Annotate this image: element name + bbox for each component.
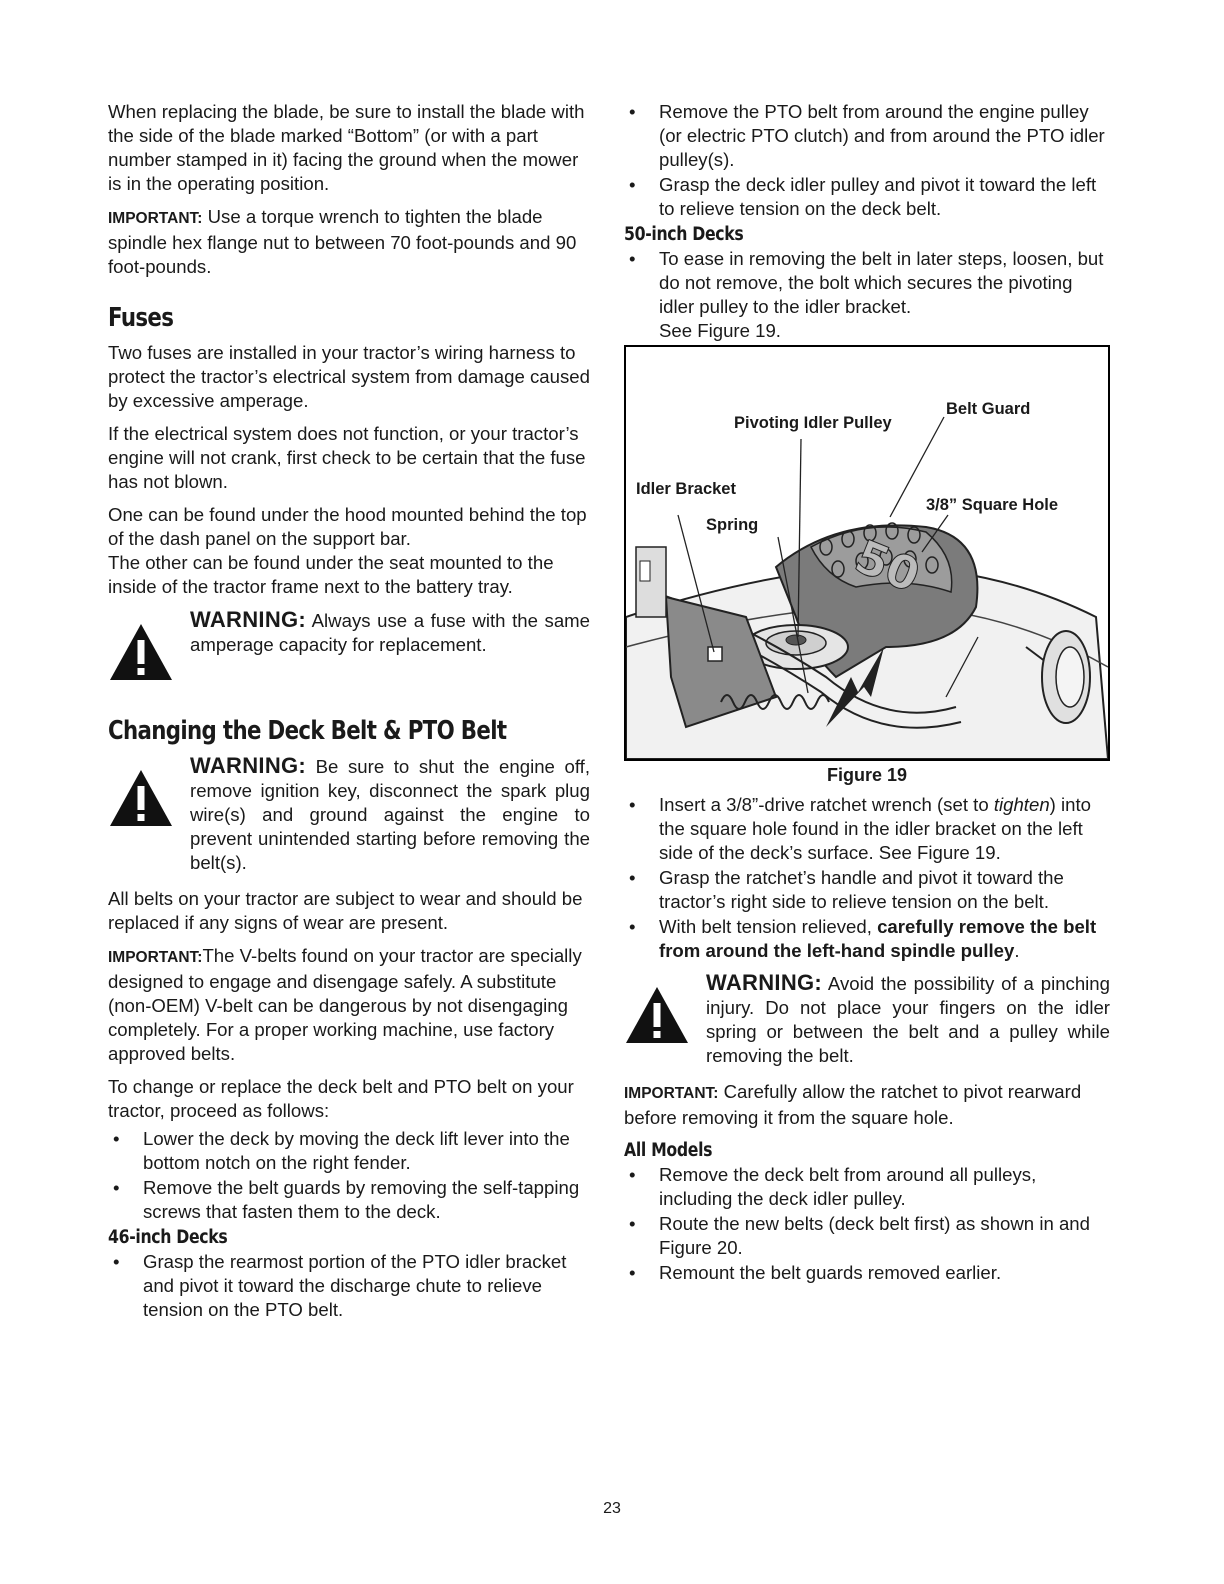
intro-paragraph: When replacing the blade, be sure to install the blade with the side of the blade marked “Bottom” (or with a part number stamped in it) facing the ground when the mower is in the operating position. (108, 101, 585, 194)
list-item: • Lower the deck by moving the deck lift lever into the bottom notch on the right fender. (113, 1128, 570, 1173)
label-pivoting-idler-pulley: Pivoting Idler Pulley (734, 414, 892, 432)
bullet: • (629, 867, 636, 888)
pto-steps-list (624, 100, 1110, 221)
warning-text: Always use a fuse with the same amperage capacity for replacement. (190, 610, 590, 655)
figure-reference: See Figure 19. (659, 320, 781, 341)
warning-triangle-icon (624, 985, 690, 1045)
list-item: • Route the new belts (deck belt first) as shown in and Figure 20. (629, 1213, 1090, 1258)
important-note-ratchet (624, 1080, 1110, 1130)
list-item: • Remove the PTO belt from around the engine pulley (or electric PTO clutch) and from around the PTO idler pulley(s). (629, 101, 1105, 170)
important-label: IMPORTANT: (624, 1085, 719, 1102)
subheading-all-models: All Models (624, 1140, 713, 1161)
label-spring: Spring (706, 516, 759, 534)
important-note-vbelts (108, 944, 590, 1066)
warning-text: Be sure to shut the engine off, remove ignition key, disconnect the spark plug wire(s) and ground against the engine to prevent unintended starting before removing the belt(s). (190, 756, 590, 873)
all-models-list (624, 1163, 1110, 1285)
warning-triangle-icon (108, 622, 174, 682)
important-label: IMPORTANT: (108, 949, 203, 966)
bullet: • (629, 1262, 636, 1283)
steps-46-list (108, 1250, 590, 1322)
proceed-paragraph: To change or replace the deck belt and PTO belt on your tractor, proceed as follows: (108, 1076, 574, 1121)
ratchet-steps-list (624, 793, 1110, 963)
fuses-paragraph-3a: One can be found under the hood mounted behind the top of the dash panel on the support bar. (108, 504, 587, 549)
list-item: • Remount the belt guards removed earlier. (629, 1262, 1002, 1283)
warning-text: Avoid the possibility of a pinching injury. Do not place your fingers on the idler spring or between the belt and a pulley while removing the belt. (706, 973, 1110, 1066)
list-item: • Grasp the rearmost portion of the PTO idler bracket and pivot it toward the discharge chute to relieve tension on the PTO belt. (113, 1251, 567, 1320)
bullet: • (629, 101, 636, 122)
important-label: IMPORTANT: (108, 210, 203, 227)
warning-title: WARNING: (190, 753, 307, 778)
fuses-heading: Fuses (108, 303, 174, 333)
belt-warning (108, 754, 590, 875)
figure-caption: Figure 19 (826, 765, 908, 785)
left-column (108, 100, 590, 1330)
important-text: The V-belts found on your tractor are specially designed to engage and disengage safely. A substitute (non-OEM) V-belt can be dangerous by not disengaging completely. For a proper working machine, use factory approved belts. (108, 945, 582, 1064)
bullet: • (113, 1128, 120, 1149)
fuses-paragraph-2: If the electrical system does not function, or your tractor’s engine will not crank, first check to be certain that the fuse has not blown. (108, 423, 586, 492)
figure-19 (624, 345, 1110, 761)
list-item: • Remove the deck belt from around all pulleys, including the deck idler pulley. (629, 1164, 1037, 1209)
label-idler-bracket: Idler Bracket (636, 480, 736, 498)
fuse-warning (108, 608, 590, 688)
warning-title: WARNING: (190, 607, 307, 632)
warning-title: WARNING: (706, 970, 823, 995)
bullet: • (113, 1251, 120, 1272)
list-item: • Insert a 3/8”-drive ratchet wrench (set to tighten) into the square hole found in the idler bracket on the left side of the deck’s surface. See Figure 19. (629, 794, 1091, 863)
list-item: • Remove the belt guards by removing the self-tapping screws that fasten them to the deck. (113, 1177, 580, 1222)
svg-text:50: 50 (847, 528, 928, 603)
important-text: Carefully allow the ratchet to pivot rearward before removing it from the square hole. (624, 1081, 1082, 1128)
bullet: • (629, 1213, 636, 1234)
bullet: • (113, 1177, 120, 1198)
right-column (624, 100, 1110, 1293)
steps-50-list (624, 247, 1110, 343)
warning-triangle-icon (108, 768, 174, 828)
label-square-hole: 3/8” Square Hole (926, 496, 1059, 514)
page-number: 23 (603, 1500, 621, 1517)
subheading-50-inch: 50-inch Decks (624, 224, 744, 245)
deck-illustration (626, 347, 1108, 759)
deck-steps-list (108, 1127, 590, 1224)
fuses-paragraph-1: Two fuses are installed in your tractor’s wiring harness to protect the tractor’s electrical system from damage caused by excessive amperage. (108, 342, 590, 411)
bullet: • (629, 174, 636, 195)
important-text: Use a torque wrench to tighten the blade spindle hex flange nut to between 70 foot-pounds and 90 foot-pounds. (108, 206, 577, 277)
bullet: • (629, 916, 636, 937)
deck-belt-heading: Changing the Deck Belt & PTO Belt (108, 716, 507, 746)
list-item: • With belt tension relieved, carefully remove the belt from around the left-hand spindle pulley. (629, 916, 1097, 961)
subheading-46-inch: 46-inch Decks (108, 1227, 228, 1248)
bullet: • (629, 248, 636, 269)
list-item: • Grasp the ratchet’s handle and pivot it toward the tractor’s right side to relieve tension on the belt. (629, 867, 1064, 912)
bullet: • (629, 794, 636, 815)
important-note-torque (108, 205, 590, 279)
fuses-paragraph-3b: The other can be found under the seat mounted to the inside of the tractor frame next to the battery tray. (108, 552, 554, 597)
pinch-warning (624, 971, 1110, 1068)
list-item: • Grasp the deck idler pulley and pivot it toward the left to relieve tension on the deck belt. (629, 174, 1097, 219)
list-item: • To ease in removing the belt in later steps, loosen, but do not remove, the bolt which secures the pivoting idler pulley to the idler bracket. See Figure 19. (629, 248, 1104, 341)
belts-wear-paragraph: All belts on your tractor are subject to wear and should be replaced if any signs of wear are present. (108, 888, 583, 933)
bullet: • (629, 1164, 636, 1185)
label-belt-guard: Belt Guard (946, 400, 1031, 418)
